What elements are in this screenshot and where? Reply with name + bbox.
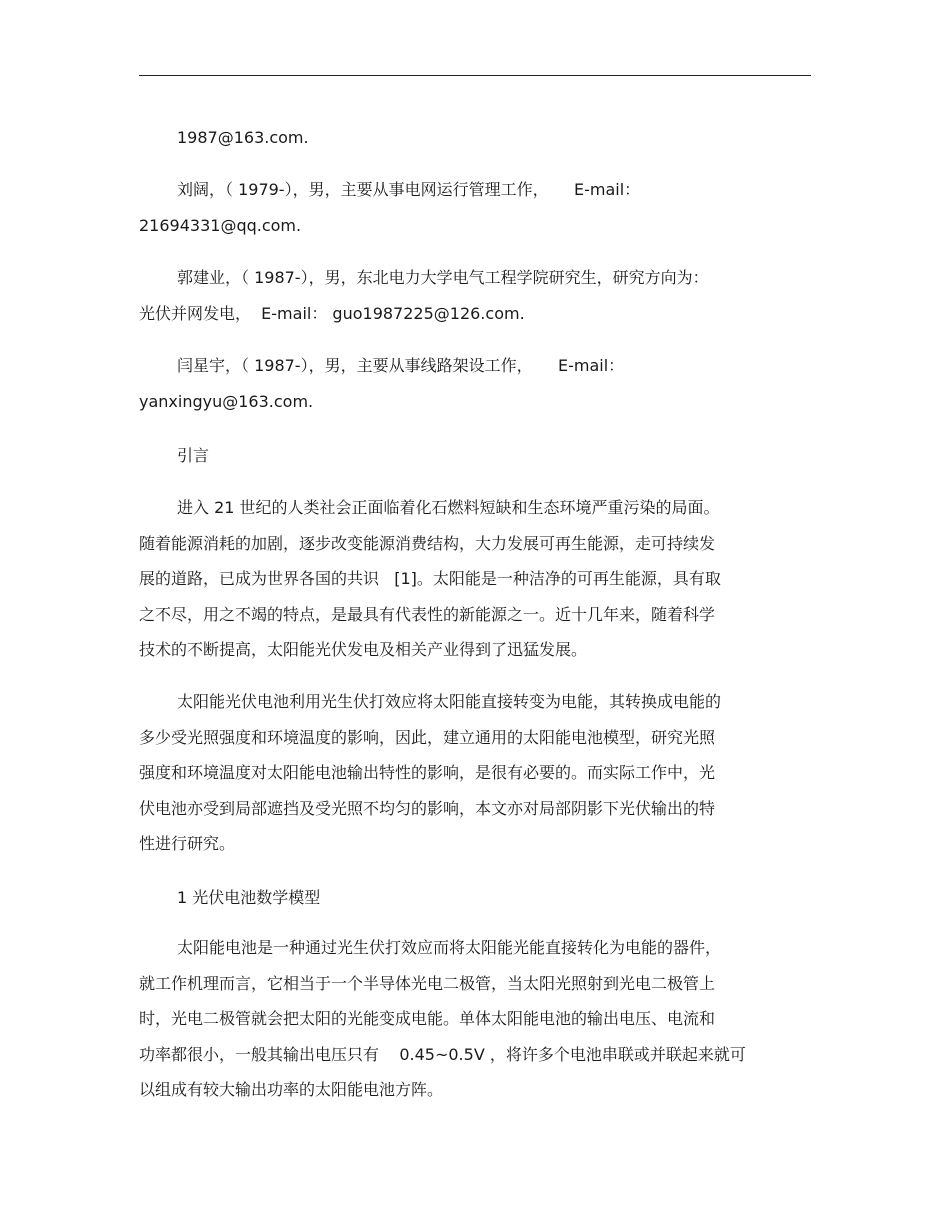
text-line: 性进行研究。 bbox=[139, 834, 236, 853]
text-line: 进入 21 世纪的人类社会正面临着化石燃料短缺和生态环境严重污染的局面。 bbox=[177, 498, 720, 517]
bio-liu bbox=[139, 172, 799, 243]
text-line: 随着能源消耗的加剧，逐步改变能源消费结构，大力发展可再生能源，走可持续发 bbox=[139, 533, 716, 553]
bio-guo bbox=[139, 260, 799, 331]
section-heading: 引言 bbox=[177, 446, 210, 465]
text-line: 以组成有较大输出功率的太阳能电池方阵。 bbox=[139, 1080, 444, 1099]
text-line: 太阳能光伏电池利用光生伏打效应将太阳能直接转变为电能，其转换成电能的 bbox=[177, 692, 722, 711]
text-line: 功率都很小，一般其输出电压只有 0.45~0.5V ，将许多个电池串联或并联起来就可 bbox=[139, 1044, 746, 1064]
header-rule bbox=[139, 75, 811, 76]
text-line: 技术的不断提高，太阳能光伏发电及相关产业得到了迅猛发展。 bbox=[139, 640, 588, 659]
section1-heading bbox=[139, 880, 799, 916]
intro-heading bbox=[139, 438, 799, 474]
section1-paragraph-1 bbox=[139, 930, 799, 1108]
author-email-tail bbox=[139, 120, 799, 156]
text-line: 时，光电二极管就会把太阳的光能变成电能。单体太阳能电池的输出电压、电流和 bbox=[139, 1009, 716, 1028]
intro-paragraph-2 bbox=[139, 684, 799, 862]
text-line: 1987@163.com. bbox=[177, 128, 309, 147]
text-line: 21694331@qq.com. bbox=[139, 215, 302, 235]
text-line: 伏电池亦受到局部遮挡及受光照不均匀的影响，本文亦对局部阴影下光伏输出的特 bbox=[139, 798, 716, 818]
section-heading: 1 光伏电池数学模型 bbox=[177, 888, 321, 907]
text-line: 闫星宇，（ 1987-），男，主要从事线路架设工作， E-mail： bbox=[177, 356, 625, 375]
text-line: 展的道路，已成为世界各国的共识 [1]。太阳能是一种洁净的可再生能源，具有取 bbox=[139, 569, 721, 588]
text-line: 多少受光照强度和环境温度的影响，因此，建立通用的太阳能电池模型，研究光照 bbox=[139, 727, 716, 747]
text-line: 太阳能电池是一种通过光生伏打效应而将太阳能光能直接转化为电能的器件， bbox=[177, 938, 722, 957]
text-line: 光伏并网发电， E-mail： guo1987225@126.com. bbox=[139, 303, 525, 323]
text-line: 刘阔，（ 1979-），男，主要从事电网运行管理工作， E-mail： bbox=[177, 180, 641, 199]
text-line: 郭建业，（ 1987-），男，东北电力大学电气工程学院研究生，研究方向为： bbox=[177, 268, 709, 287]
text-line: 之不尽，用之不竭的特点，是最具有代表性的新能源之一。近十几年来，随着科学 bbox=[139, 604, 716, 624]
text-line: 强度和环境温度对太阳能电池输出特性的影响，是很有必要的。而实际工作中，光 bbox=[139, 763, 716, 782]
text-line: 就工作机理而言，它相当于一个半导体光电二极管，当太阳光照射到光电二极管上 bbox=[139, 973, 716, 993]
text-line: yanxingyu@163.com. bbox=[139, 391, 314, 411]
intro-paragraph-1 bbox=[139, 490, 799, 668]
bio-yan bbox=[139, 348, 799, 419]
